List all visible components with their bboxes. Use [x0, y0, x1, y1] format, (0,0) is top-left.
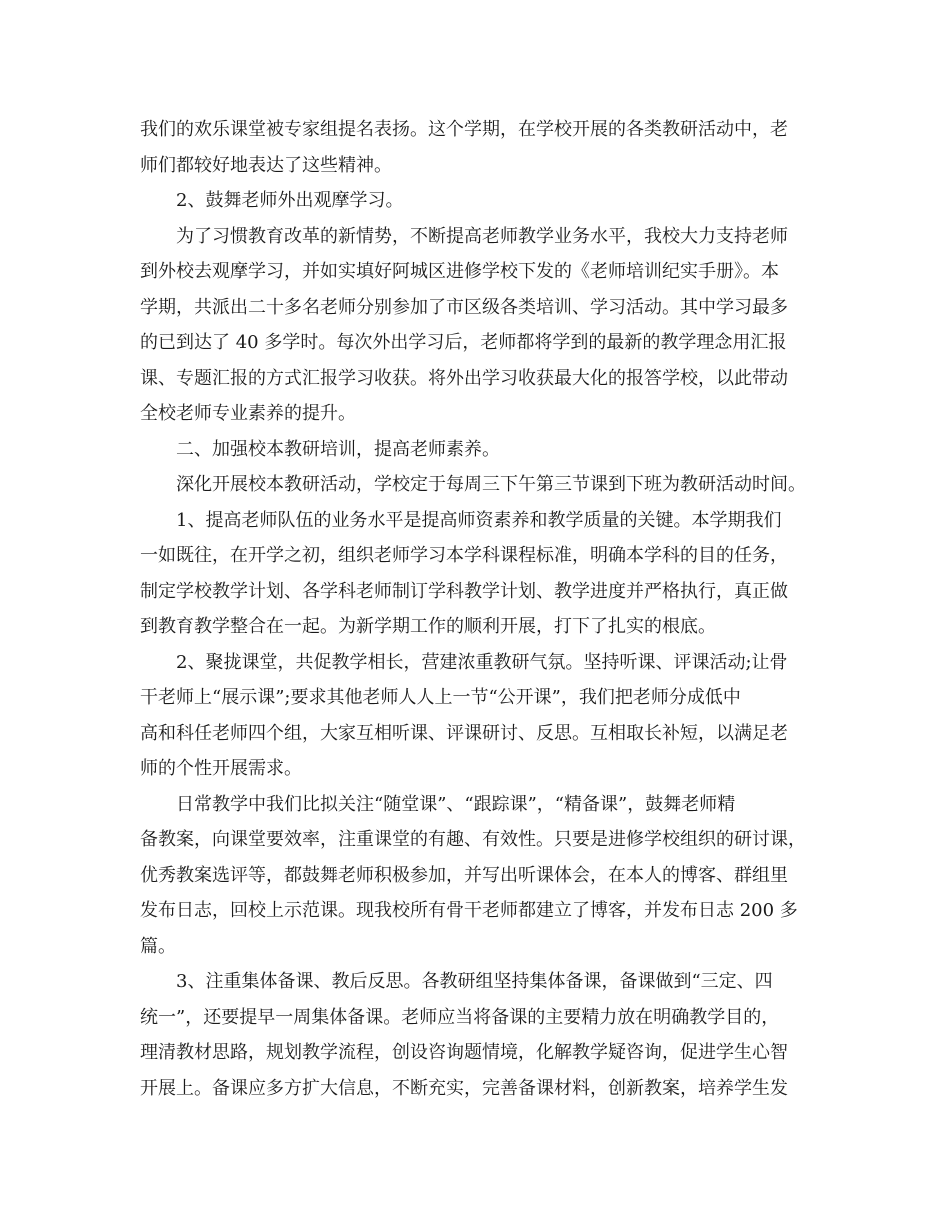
- text-line: 全校老师专业素养的提升。: [140, 403, 356, 424]
- text-line: 一如既往，在开学之初，组织老师学习本学科课程标准，明确本学科的目的任务，: [140, 545, 788, 566]
- text-line: 高和科任老师四个组，大家互相听课、评课研讨、反思。互相取长补短，以满足老: [140, 722, 788, 744]
- text-line: 制定学校教学计划、各学科老师制订学科教学计划、教学进度并严格执行，真正做: [140, 580, 788, 602]
- text-line: 我们的欢乐课堂被专家组提名表扬。这个学期，在学校开展的各类教研活动中，老: [140, 119, 788, 140]
- text-line: 开展上。备课应多方扩大信息，不断充实，完善备课材料，创新教案，培养学生发: [140, 1077, 788, 1099]
- text-line: 备教案，向课堂要效率，注重课堂的有趣、有效性。只要是进修学校组织的研讨课，: [140, 829, 806, 850]
- text-line: 师们都较好地表达了这些精神。: [140, 154, 392, 176]
- text-line: 深化开展校本教研活动，学校定于每周三下午第三节课到下班为教研活动时间。: [176, 474, 806, 495]
- text-line: 到教育教学整合在一起。为新学期工作的顺利开展，打下了扎实的根底。: [140, 616, 716, 637]
- text-line: 2、鼓舞老师外出观摩学习。: [176, 190, 404, 211]
- text-line: 3、注重集体备课、教后反思。各教研组坚持集体备课，备课做到“三定、四: [176, 971, 773, 992]
- text-line: 发布日志，回校上示范课。现我校所有骨干老师都建立了博客，并发布日志 200 多: [140, 900, 798, 921]
- text-line: 课、专题汇报的方式汇报学习收获。将外出学习收获最大化的报答学校，以此带动: [140, 367, 788, 389]
- text-line: 1、提高老师队伍的业务水平是提高师资素养和教学质量的关键。本学期我们: [176, 509, 782, 531]
- text-line: 篇。: [140, 935, 176, 957]
- text-line: 2、聚拢课堂，共促教学相长，营建浓重教研气氛。坚持听课、评课活动;让骨: [176, 651, 788, 673]
- document-body: [140, 112, 830, 1106]
- text-line: 理清教材思路，规划教学流程，创设咨询题情境，化解教学疑咨询，促进学生心智: [140, 1042, 788, 1063]
- text-line: 学期，共派出二十多名老师分别参加了市区级各类培训、学习活动。其中学习最多: [140, 296, 788, 318]
- text-line: 为了习惯教育改革的新情势，不断提高老师教学业务水平，我校大力支持老师: [176, 225, 788, 247]
- text-line: 优秀教案选评等，都鼓舞老师积极参加，并写出听课体会，在本人的博客、群组里: [140, 864, 788, 886]
- text-line: 到外校去观摩学习，并如实填好阿城区进修学校下发的《老师培训纪实手册》。本: [140, 261, 779, 282]
- text-line: 二、加强校本教研培训，提高老师素养。: [176, 438, 500, 460]
- text-line: 师的个性开展需求。: [140, 758, 302, 779]
- text-line: 统一”，还要提早一周集体备课。老师应当将备课的主要精力放在明确教学目的，: [140, 1006, 780, 1028]
- text-line: 日常教学中我们比拟关注“随堂课”、“跟踪课”，“精备课”，鼓舞老师精: [176, 793, 736, 815]
- text-line: 的已到达了 40 多学时。每次外出学习后，老师都将学到的最新的教学理念用汇报: [140, 332, 787, 353]
- text-line: 干老师上“展示课”;要求其他老师人人上一节“公开课”，我们把老师分成低中: [140, 687, 741, 708]
